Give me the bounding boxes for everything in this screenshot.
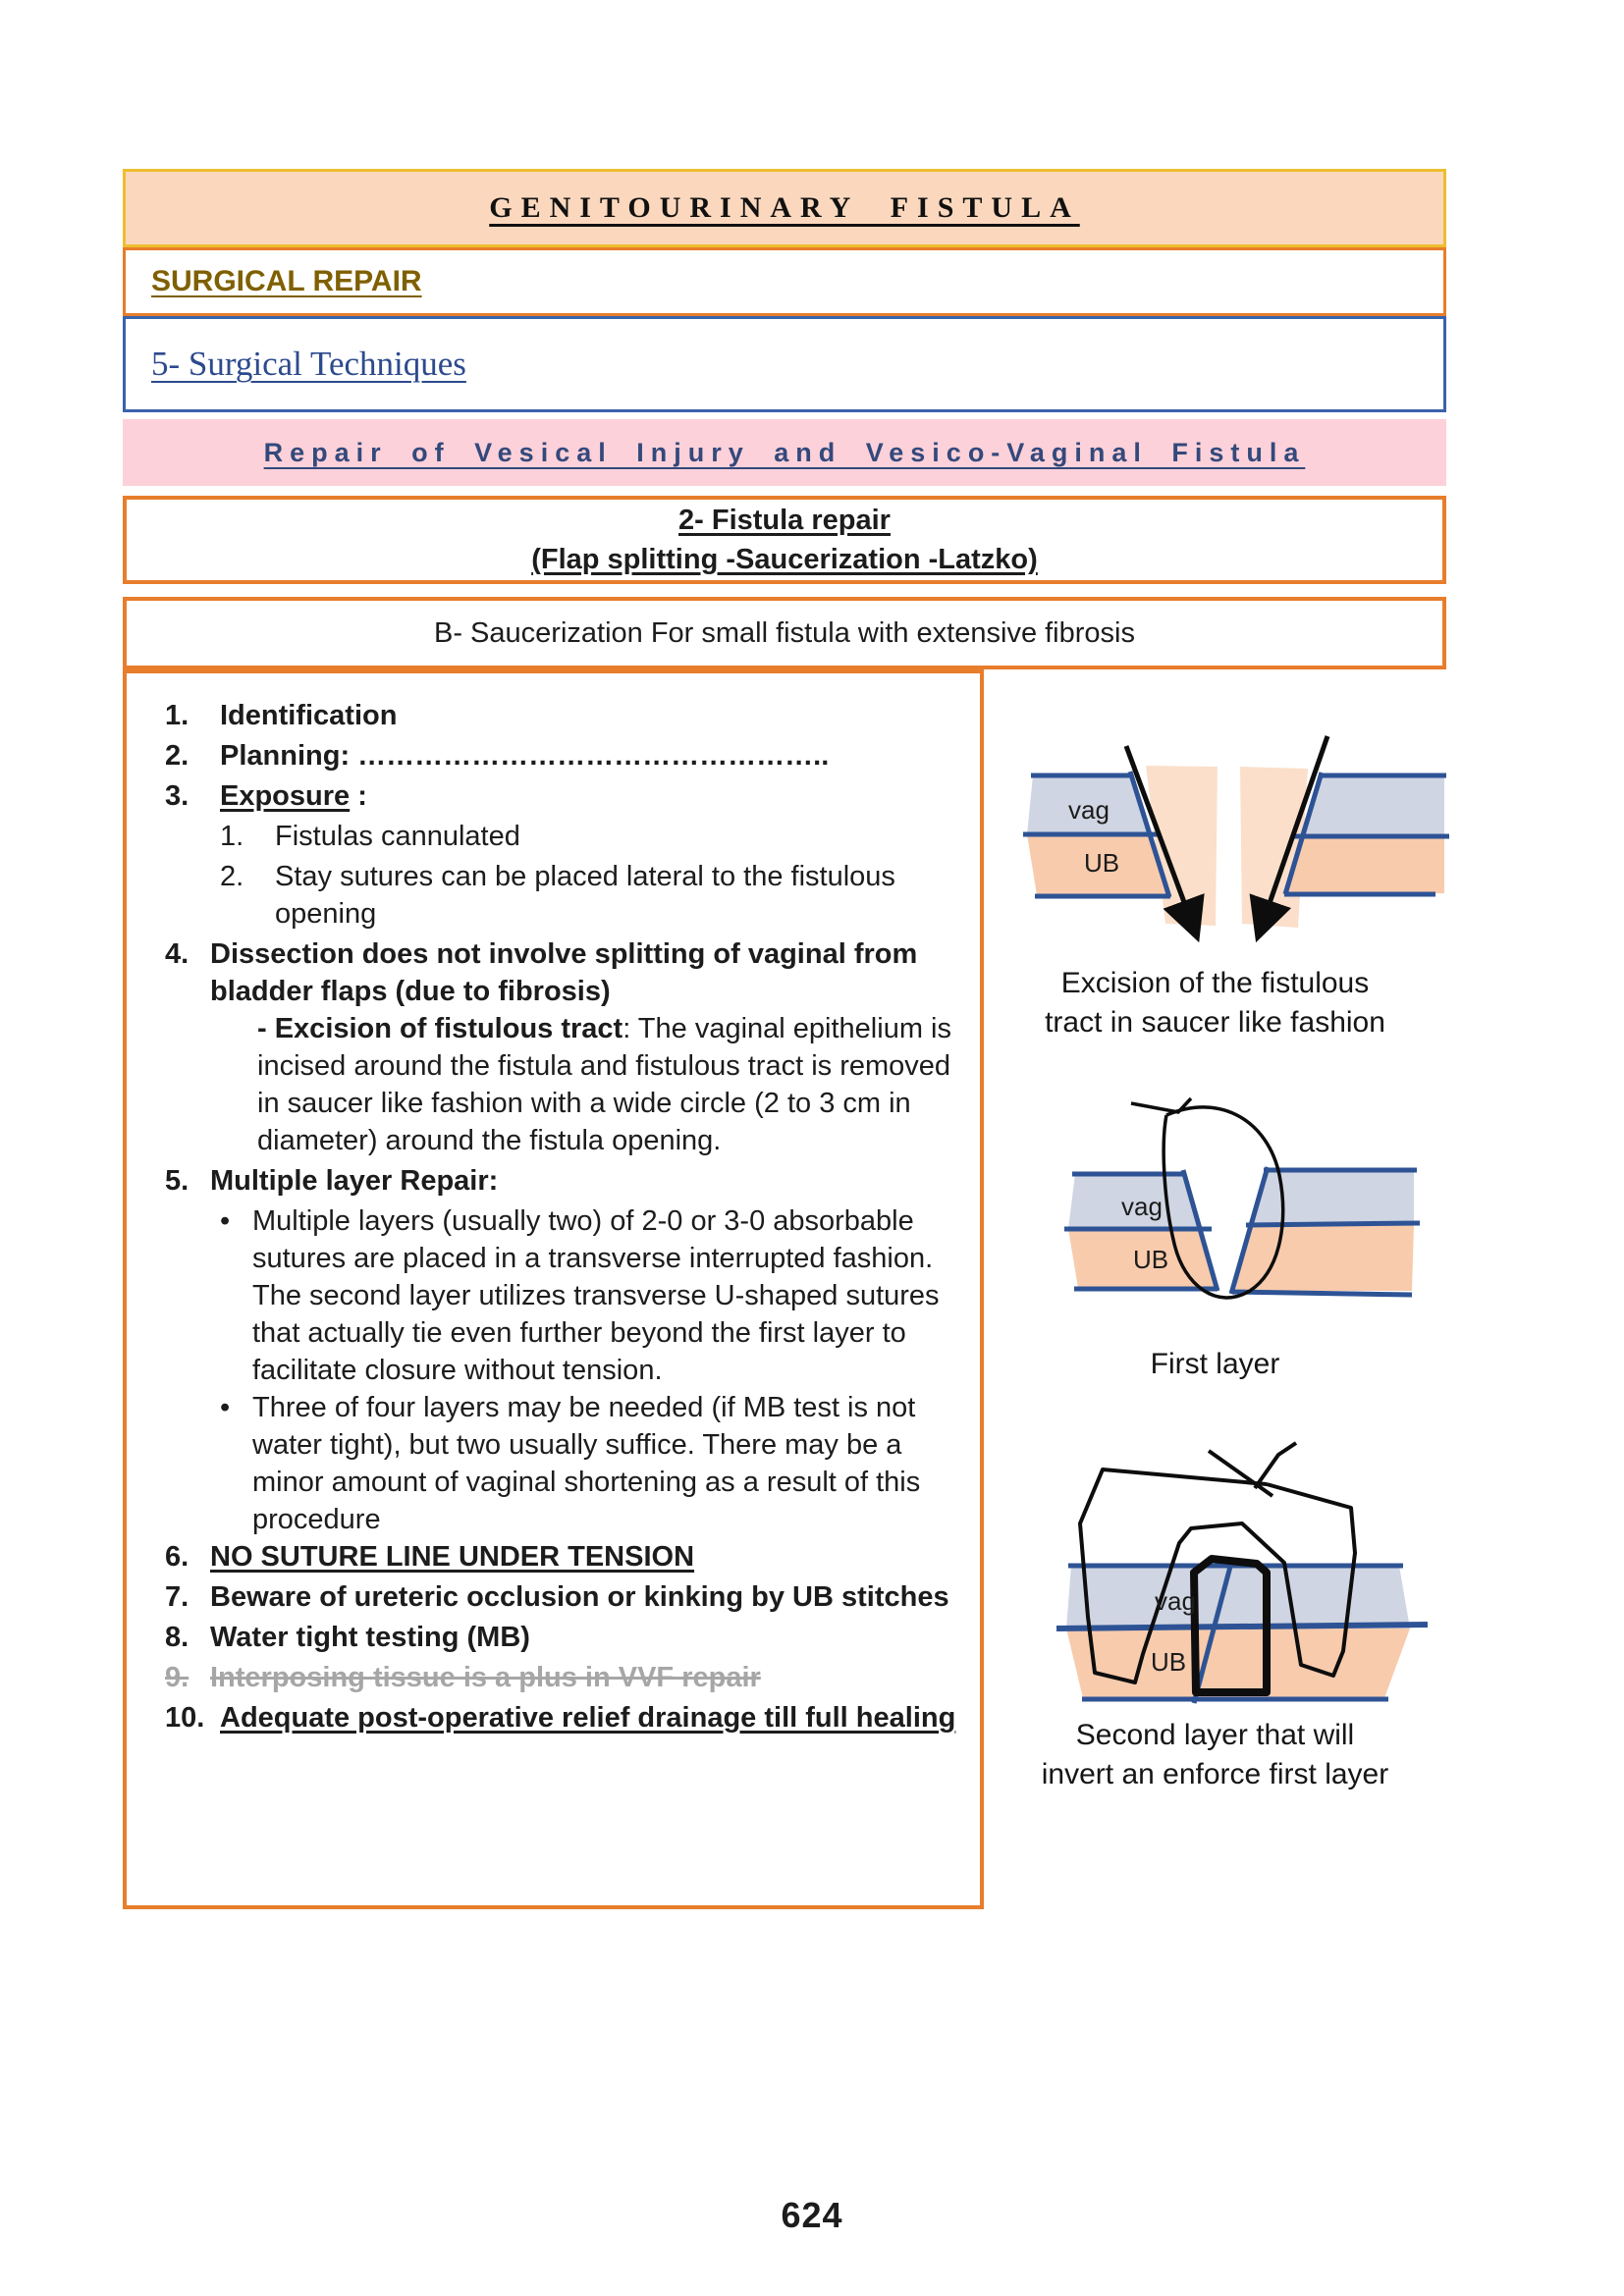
page-title-box	[123, 169, 1446, 247]
figure-second-layer-caption: Second layer that will invert an enforce first layer	[1041, 1719, 1389, 1790]
procedure-title-line1: 2- Fistula repair	[678, 505, 891, 536]
procedure-title-box	[123, 496, 1446, 584]
step-text: Multiple layer Repair:	[210, 1165, 499, 1197]
variant-title-box	[123, 597, 1446, 669]
figure-first-layer-diagram	[1021, 1092, 1434, 1322]
tissue-band	[1056, 1566, 1428, 1699]
section-box	[123, 247, 1446, 316]
page-number: 624	[781, 2195, 843, 2235]
vag-label: vag	[1155, 1586, 1196, 1616]
step-number: 7.	[165, 1581, 189, 1613]
vag-label: vag	[1121, 1192, 1163, 1221]
step-identification	[165, 697, 956, 734]
topic-title: Repair of Vesical Injury and Vesico-Vaginal Fistula	[263, 437, 1306, 467]
left-tissue-block	[1023, 772, 1170, 897]
ub-layer	[1286, 836, 1444, 893]
step-text: Interposing tissue is a plus in VVF repair	[210, 1662, 761, 1693]
bullet-text: Three of four layers may be needed (if MB test is not water tight), but two usually suffice. There may be a minor amount of vaginal shortening as a result of this procedure	[252, 1392, 921, 1535]
step-text: Beware of ureteric occlusion or kinking by UB stitches	[210, 1581, 949, 1613]
bullet-icon: •	[220, 1205, 231, 1237]
figure-first-layer-caption: First layer	[1150, 1348, 1280, 1380]
step-number: 4.	[165, 938, 189, 970]
step-multiple-layer-repair	[165, 1162, 956, 1200]
ub-label: UB	[1151, 1647, 1187, 1677]
substep-text: Fistulas cannulated	[275, 821, 520, 852]
step-postoperative-drainage	[165, 1699, 956, 1736]
step-no-tension	[165, 1538, 956, 1575]
ub-label: UB	[1133, 1245, 1169, 1274]
step-number: 1.	[165, 700, 189, 731]
exposure-substeps	[220, 818, 956, 933]
step-water-tight-testing	[165, 1619, 956, 1656]
bullet-text: Multiple layers (usually two) of 2-0 or 3-0 absorbable sutures are placed in a transverse interrupted fashion. The second layer utilizes transverse U-shaped sutures that actually tie even further beyond the first layer to facilitate closure without tension.	[252, 1205, 940, 1386]
step-number: 6.	[165, 1541, 189, 1573]
excision-detail: - Excision of fistulous tract: The vaginal epithelium is incised around the fistula and fistulous tract is removed in saucer like fashion with a wide circle (2 to 3 cm in diameter) around the fistula opening.	[257, 1013, 951, 1156]
repair-bullets	[220, 1202, 956, 1538]
substep-cannulated	[220, 818, 956, 855]
substep-number: 1.	[220, 821, 244, 852]
step-number: 10.	[165, 1702, 205, 1734]
step-number: 5.	[165, 1165, 189, 1197]
right-tissue-block	[1231, 1167, 1420, 1295]
step-planning	[165, 737, 956, 774]
step-exposure	[165, 777, 956, 815]
step-number: 3.	[165, 780, 189, 812]
bullet-three-four-layers	[220, 1389, 956, 1538]
figure-excision-caption: Excision of the fistulous tract in saucer like fashion	[1045, 967, 1385, 1039]
vag-layer	[1250, 1170, 1414, 1225]
step-text: Dissection does not involve splitting of vaginal from bladder flaps (due to fibrosis)	[210, 938, 918, 1007]
vag-layer	[1066, 1566, 1410, 1629]
vag-label: vag	[1068, 795, 1110, 825]
step-text: NO SUTURE LINE UNDER TENSION	[210, 1541, 695, 1573]
bullet-icon: •	[220, 1392, 231, 1423]
section-title: SURGICAL REPAIR	[151, 265, 422, 297]
variant-title: B- Saucerization For small fistula with extensive fibrosis	[434, 616, 1135, 649]
step-text: Adequate post-operative relief drainage till full healing	[220, 1702, 956, 1734]
topic-band	[123, 419, 1446, 486]
step-dissection	[165, 935, 956, 1159]
vag-layer	[1299, 775, 1444, 836]
ub-label: UB	[1084, 848, 1120, 878]
procedure-title-line2: (Flap splitting -Saucerization -Latzko)	[531, 544, 1038, 575]
planning-dots: …………………………………………..	[350, 740, 830, 772]
step-text: Water tight testing (MB)	[210, 1622, 530, 1653]
ub-layer	[1066, 1629, 1410, 1698]
substep-stay-sutures	[220, 858, 956, 933]
excised-tract-halves	[1146, 766, 1308, 928]
step-number: 9.	[165, 1662, 189, 1693]
step-text: Exposure :	[220, 780, 367, 812]
subsection-box	[123, 316, 1446, 412]
step-text: Planning: …………………………………………..	[220, 740, 830, 772]
step-content	[210, 935, 956, 1159]
step-ureteric-occlusion	[165, 1578, 956, 1616]
step-interposing-tissue-struck	[165, 1659, 956, 1696]
page-title: GENITOURINARY FISTULA	[489, 191, 1080, 224]
substep-number: 2.	[220, 861, 244, 892]
subsection-title: 5- Surgical Techniques	[151, 345, 466, 383]
step-number: 8.	[165, 1622, 189, 1653]
step-text: Identification	[220, 700, 398, 731]
suture-free-end-right	[1255, 1443, 1296, 1488]
substep-text: Stay sutures can be placed lateral to the fistulous opening	[275, 861, 895, 930]
bullet-multiple-layers	[220, 1202, 956, 1389]
figure-second-layer-diagram	[1039, 1425, 1471, 1720]
surgical-steps-panel	[123, 669, 984, 1909]
step-number: 2.	[165, 740, 189, 772]
figure-excision-diagram	[1011, 724, 1453, 960]
